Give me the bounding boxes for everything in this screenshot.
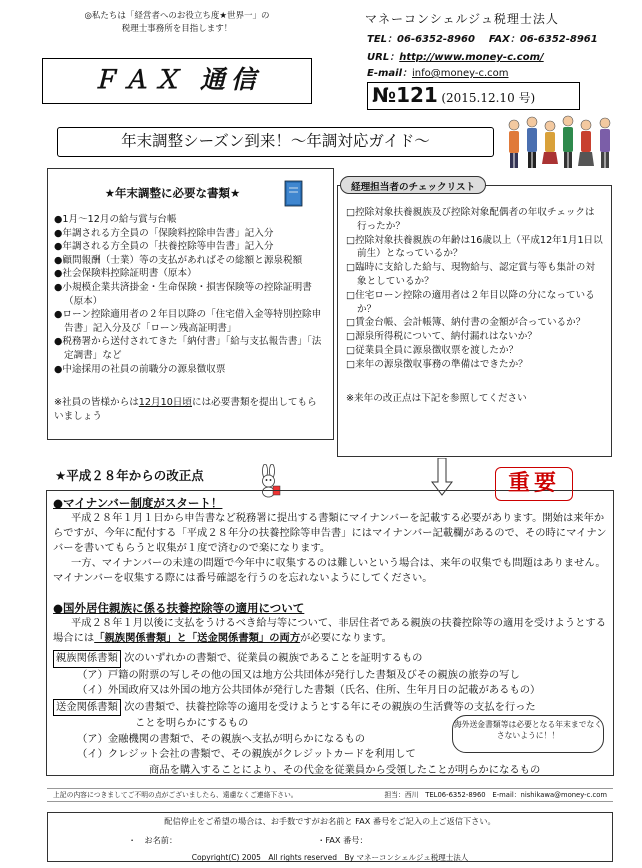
website-link[interactable]: http://www.money-c.com/ [399, 52, 544, 63]
checklist-note: ※来年の改正点は下記を参照してください [346, 392, 527, 404]
issue-date: (2015.12.10 号) [441, 91, 536, 105]
issue-number: №121 [372, 83, 438, 107]
copyright: Copyright(C) 2005 All rights reserved By マネーコンシェルジュ税理士法人 [191, 853, 469, 862]
checklist-item[interactable]: □来年の源泉徴収事務の準備はできたか？ [346, 358, 528, 370]
overseas-dependents-heading: ●国外居住親族に係る扶養控除等の適用について [53, 601, 305, 615]
kinzoku-row [53, 650, 607, 668]
document-item: ●ローン控除適用者の２年目以降の「住宅借入金等特別控除申告書」記入分及び「ローン残高証明書」 [54, 309, 322, 334]
document-item: ●年調される方全員の「扶養控除等申告書」記入分 [54, 241, 274, 253]
document-item: ●社会保険料控除証明書（原本） [54, 268, 197, 280]
sokin-label: 送金関係書類 [53, 699, 121, 717]
sokin-item-b-cont: 商品を購入することにより、その代金を従業員から受領したことが明らかになるもの [149, 763, 541, 776]
issue-box [367, 82, 580, 110]
note-date: 12月10日頃 [138, 397, 192, 409]
contact-person[interactable]: 担当：西川 TEL06-6352-8960 E-mail：nishikawa@money-c.com [384, 791, 607, 799]
overseas-text-required: 「親族関係書類」と「送金関係書類」の両方 [94, 632, 301, 644]
person-icon [563, 116, 573, 168]
unsubscribe-box [47, 812, 613, 862]
document-item: ●小規模企業共済掛金・生命保険・損害保険等の控除証明書（原本） [54, 281, 312, 307]
url-label: URL： [367, 52, 400, 63]
checklist-item[interactable]: □源泉所得税について、納付漏れはないか？ [346, 331, 537, 343]
kinzoku-desc: 次のいずれかの書類で、従業員の親族であることを証明するもの [124, 652, 423, 664]
page-title: 年末調整シーズン到来！～年調対応ガイド～ [57, 127, 494, 157]
person-icon [600, 118, 610, 168]
person-icon [542, 121, 558, 164]
people-illustration [502, 112, 622, 170]
tel-fax-line [367, 30, 598, 45]
contact-note-text: 上記の内容につきましてご不明の点がございましたら、遠慮なくご連絡下さい。 [53, 791, 298, 799]
kinzoku-item-a: （ア）戸籍の附票の写しその他の国又は地方公共団体が発行した書類及びその親族の旅券の写し [77, 668, 520, 681]
fax-title-box [42, 58, 312, 104]
checklist-item[interactable]: □臨時に支給した給与、現物給与、認定賞与等も集計の対象としているか？ [346, 262, 595, 287]
note-prefix: ※社員の皆様からは [54, 397, 139, 409]
email-label: E-mail： [367, 68, 413, 79]
checklist-item[interactable]: □従業員全員に源泉徴収票を渡したか？ [346, 344, 519, 356]
document-item: ●税務署から送付されてきた「納付書」「給与支払報告書」「法定調書」など [54, 336, 322, 361]
sokin-item-b: （イ）クレジット会社の書類で、その親族がクレジットカードを利用して [77, 748, 416, 760]
document-book-icon [283, 180, 305, 208]
checklist-item[interactable]: □控除対象扶養親族及び控除対象配偶者の年収チェックは行ったか？ [346, 207, 595, 232]
unsubscribe-notice: 配信停止をご希望の場合は、お手数ですがお名前と FAX 番号をご記入の上ご返信下さい。 [164, 816, 496, 826]
mynumber-paragraph-1: 平成２８年１月１日から申告書など税務署に提出する書類にマイナンバーを記載する必要があります。開始は来年からですが、今年に配付する「平成２８年分の扶養控除等申告書」にはマイナンバー記載欄があるので、その時にマイナンバーを書いてもらうと収集が１度で済むので楽になります。 [53, 512, 607, 554]
document-item: ●顧問報酬（士業）等の支払があればその総額と源泉税額 [54, 254, 303, 266]
overseas-text-c: が必要になります。 [300, 632, 392, 644]
document-item: ●年調される方全員の「保険料控除申告書」記入分 [54, 227, 274, 239]
checklist-item[interactable]: □賃金台帳、会計帳簿、納付書の金額が合っているか？ [346, 317, 586, 329]
fax-field-label[interactable]: ・FAX 番号： [317, 835, 368, 845]
sokin-item-a: （ア）金融機関の書類で、その親族へ支払が明らかになるもの [77, 732, 366, 745]
sokin-row [53, 699, 607, 717]
mission-line-2: 税理士事務所を目指します！ [121, 24, 233, 34]
mynumber-heading: ●マイナンバー制度がスタート！ [53, 496, 223, 510]
note-suffix: には必要書類を提出してもらいましょう [54, 397, 317, 423]
required-documents-box [47, 168, 334, 440]
email-line [367, 64, 509, 79]
sokin-desc-2: ことを明らかにするもの [135, 717, 249, 729]
overseas-dependents-paragraph [53, 616, 607, 646]
checklist-items [346, 206, 603, 372]
checklist-item[interactable]: □控除対象扶養親族の年齢は16歳以上（平成12年1月1日以前生）となっているか？ [346, 234, 603, 260]
documents-heading: ★年末調整に必要な書類★ [104, 186, 241, 200]
document-item: ●1月～12月の給与賞与台帳 [54, 214, 177, 225]
important-stamp: 重要 [495, 467, 573, 501]
fax-number: FAX：06-6352-8961 [488, 34, 598, 45]
url-line [367, 48, 544, 63]
revisions-title: ★平成２８年からの改正点 [55, 468, 204, 483]
tel-number: TEL：06-6352-8960 [367, 34, 475, 45]
person-icon [509, 120, 519, 168]
checklist-label: 経理担当者のチェックリスト [340, 176, 486, 194]
fax-title: ＦＡＸ 通信 [92, 65, 262, 94]
contact-note [47, 788, 613, 802]
sokin-desc-1: 次の書類で、扶養控除等の適用を受けようとする年にその親族の生活費等の支払を行った [124, 700, 536, 713]
email-link[interactable]: info@money-c.com [412, 68, 509, 79]
checklist-item[interactable]: □住宅ローン控除の適用者は２年目以降の分になっているか？ [346, 289, 595, 315]
documents-note [54, 396, 325, 424]
mynumber-paragraph-2: 一方、マイナンバーの未達の問題で今年中に収集するのは難しいという場合は、来年の収集でも問題はありません。マイナンバーを収集する際には番号確認を行うのを忘れないようにしてください。 [53, 557, 606, 584]
person-icon [527, 117, 537, 168]
checklist-box [337, 185, 612, 457]
overseas-text-a: 平成２８年１月以後に支払をうけるべき給与等について、非居住者である親族の扶養控除等の適用を受けようとする場合には [53, 617, 607, 644]
person-icon [578, 120, 594, 166]
name-field-label[interactable]: ・ お名前： [128, 835, 178, 845]
mission-line-1: ◎私たちは「経営者へのお役立ち度★世界一」の [84, 11, 270, 21]
unsubscribe-form [58, 835, 602, 846]
kinzoku-label: 親族関係書類 [53, 650, 121, 668]
kinzoku-item-b: （イ）外国政府又は外国の地方公共団体が発行した書類（氏名、住所、生年月日の記載があるもの） [77, 684, 541, 696]
mission-statement [42, 10, 312, 56]
document-item: ●中途採用の社員の前職分の源泉徴収票 [54, 363, 226, 375]
reminder-callout: 海外送金書類等は必要となる年末までなくさないように！！ [452, 715, 604, 753]
documents-list [54, 213, 325, 376]
company-name: マネーコンシェルジュ税理士法人 [365, 12, 559, 26]
